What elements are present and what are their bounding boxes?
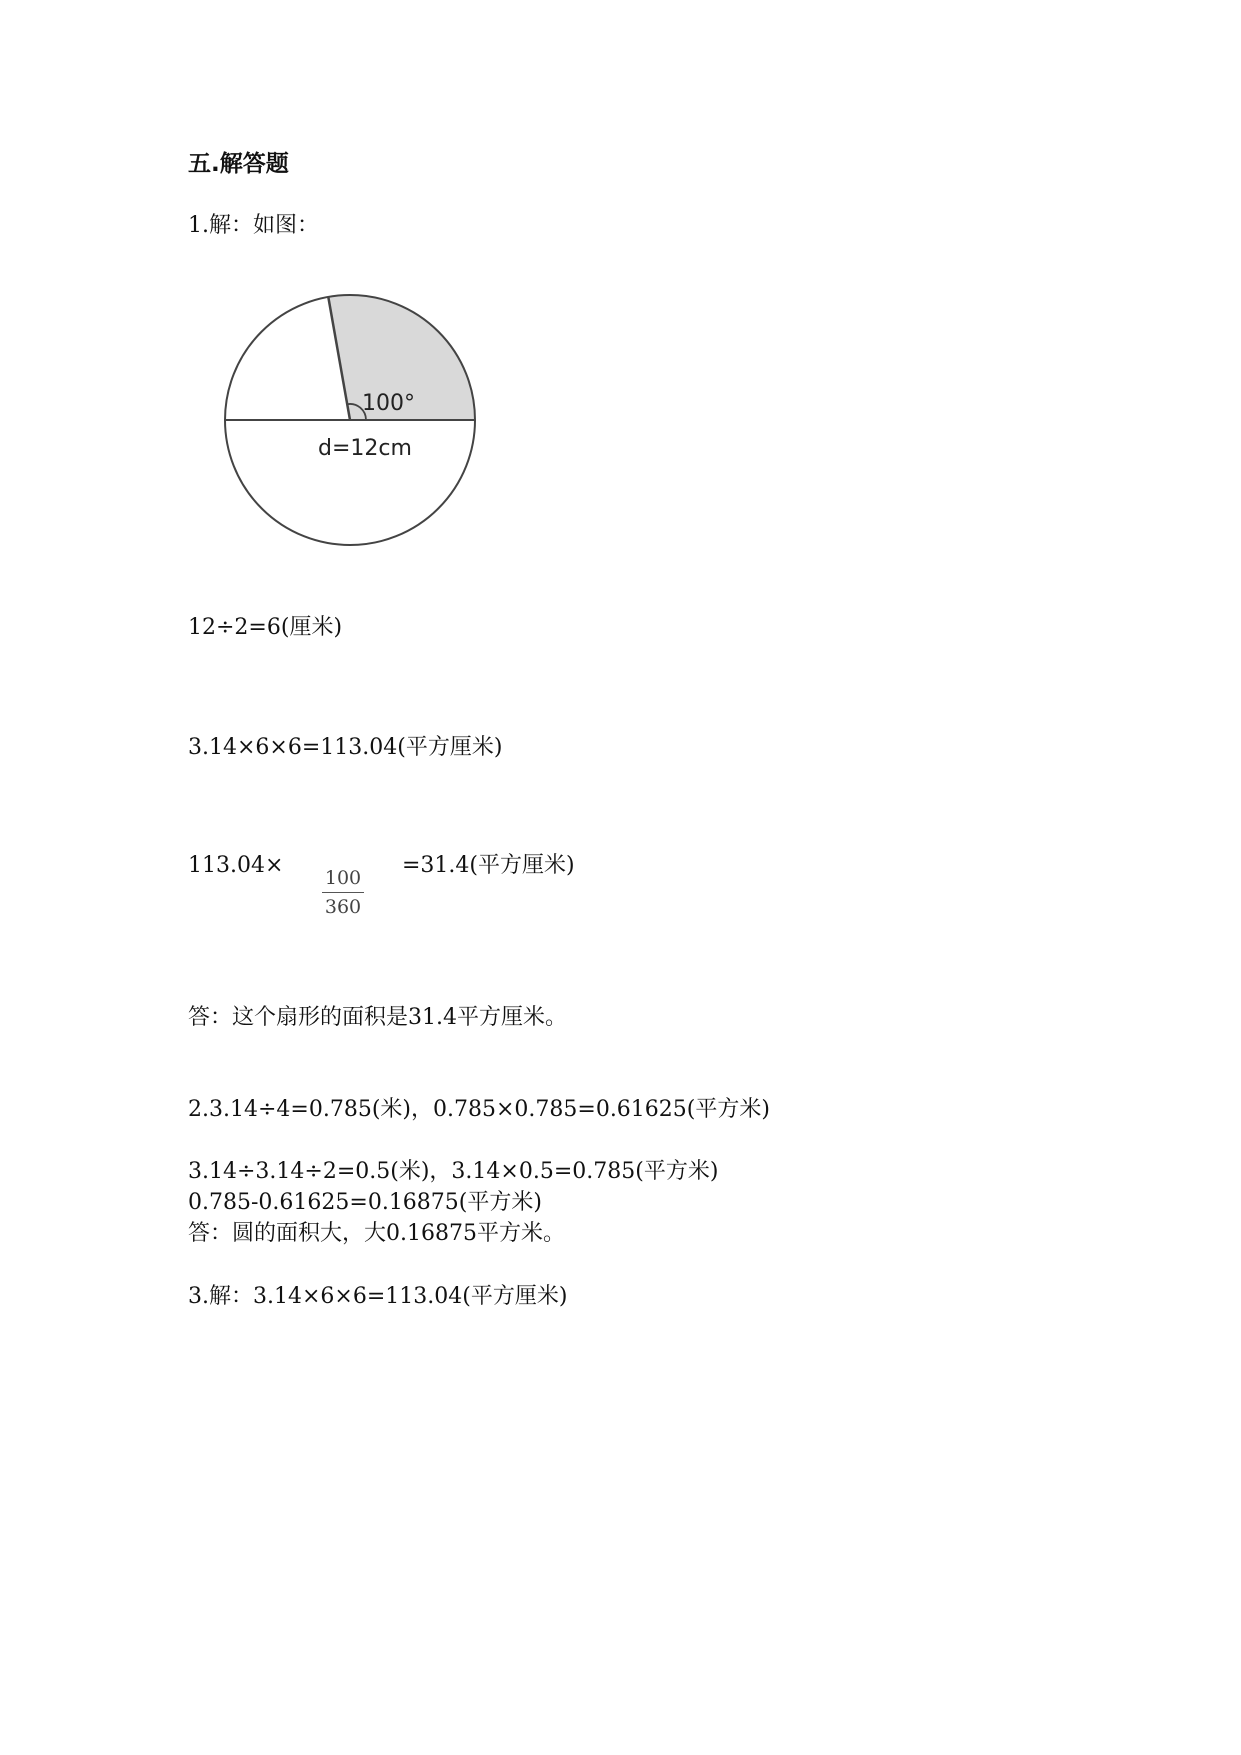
q1-step3-left: 113.04× [188, 853, 284, 878]
angle-label: 100° [362, 391, 415, 416]
q2-line3: 0.785-0.61625=0.16875(平方米) [188, 1190, 542, 1215]
q1-answer: 答：这个扇形的面积是31.4平方厘米。 [188, 1005, 567, 1030]
diameter-label: d=12cm [318, 436, 412, 461]
circle-sector-figure [210, 278, 510, 578]
section-title: 五.解答题 [188, 151, 289, 177]
q1-step1: 12÷2=6(厘米) [188, 615, 343, 640]
fraction-bar [322, 892, 364, 893]
q1-step3-right: =31.4(平方厘米) [402, 853, 575, 878]
q2-line1: 2.3.14÷4=0.785(米)，0.785×0.785=0.61625(平方米) [188, 1097, 770, 1122]
q2-line2: 3.14÷3.14÷2=0.5(米)，3.14×0.5=0.785(平方米) [188, 1159, 719, 1184]
fraction-denominator: 360 [324, 896, 362, 918]
q2-answer: 答：圆的面积大，大0.16875平方米。 [188, 1221, 565, 1246]
fraction-numerator: 100 [324, 867, 362, 889]
q1-intro: 1.解：如图： [188, 213, 319, 238]
q3-line1: 3.解：3.14×6×6=113.04(平方厘米) [188, 1284, 568, 1309]
q1-step2: 3.14×6×6=113.04(平方厘米) [188, 735, 503, 760]
fraction [322, 866, 364, 919]
